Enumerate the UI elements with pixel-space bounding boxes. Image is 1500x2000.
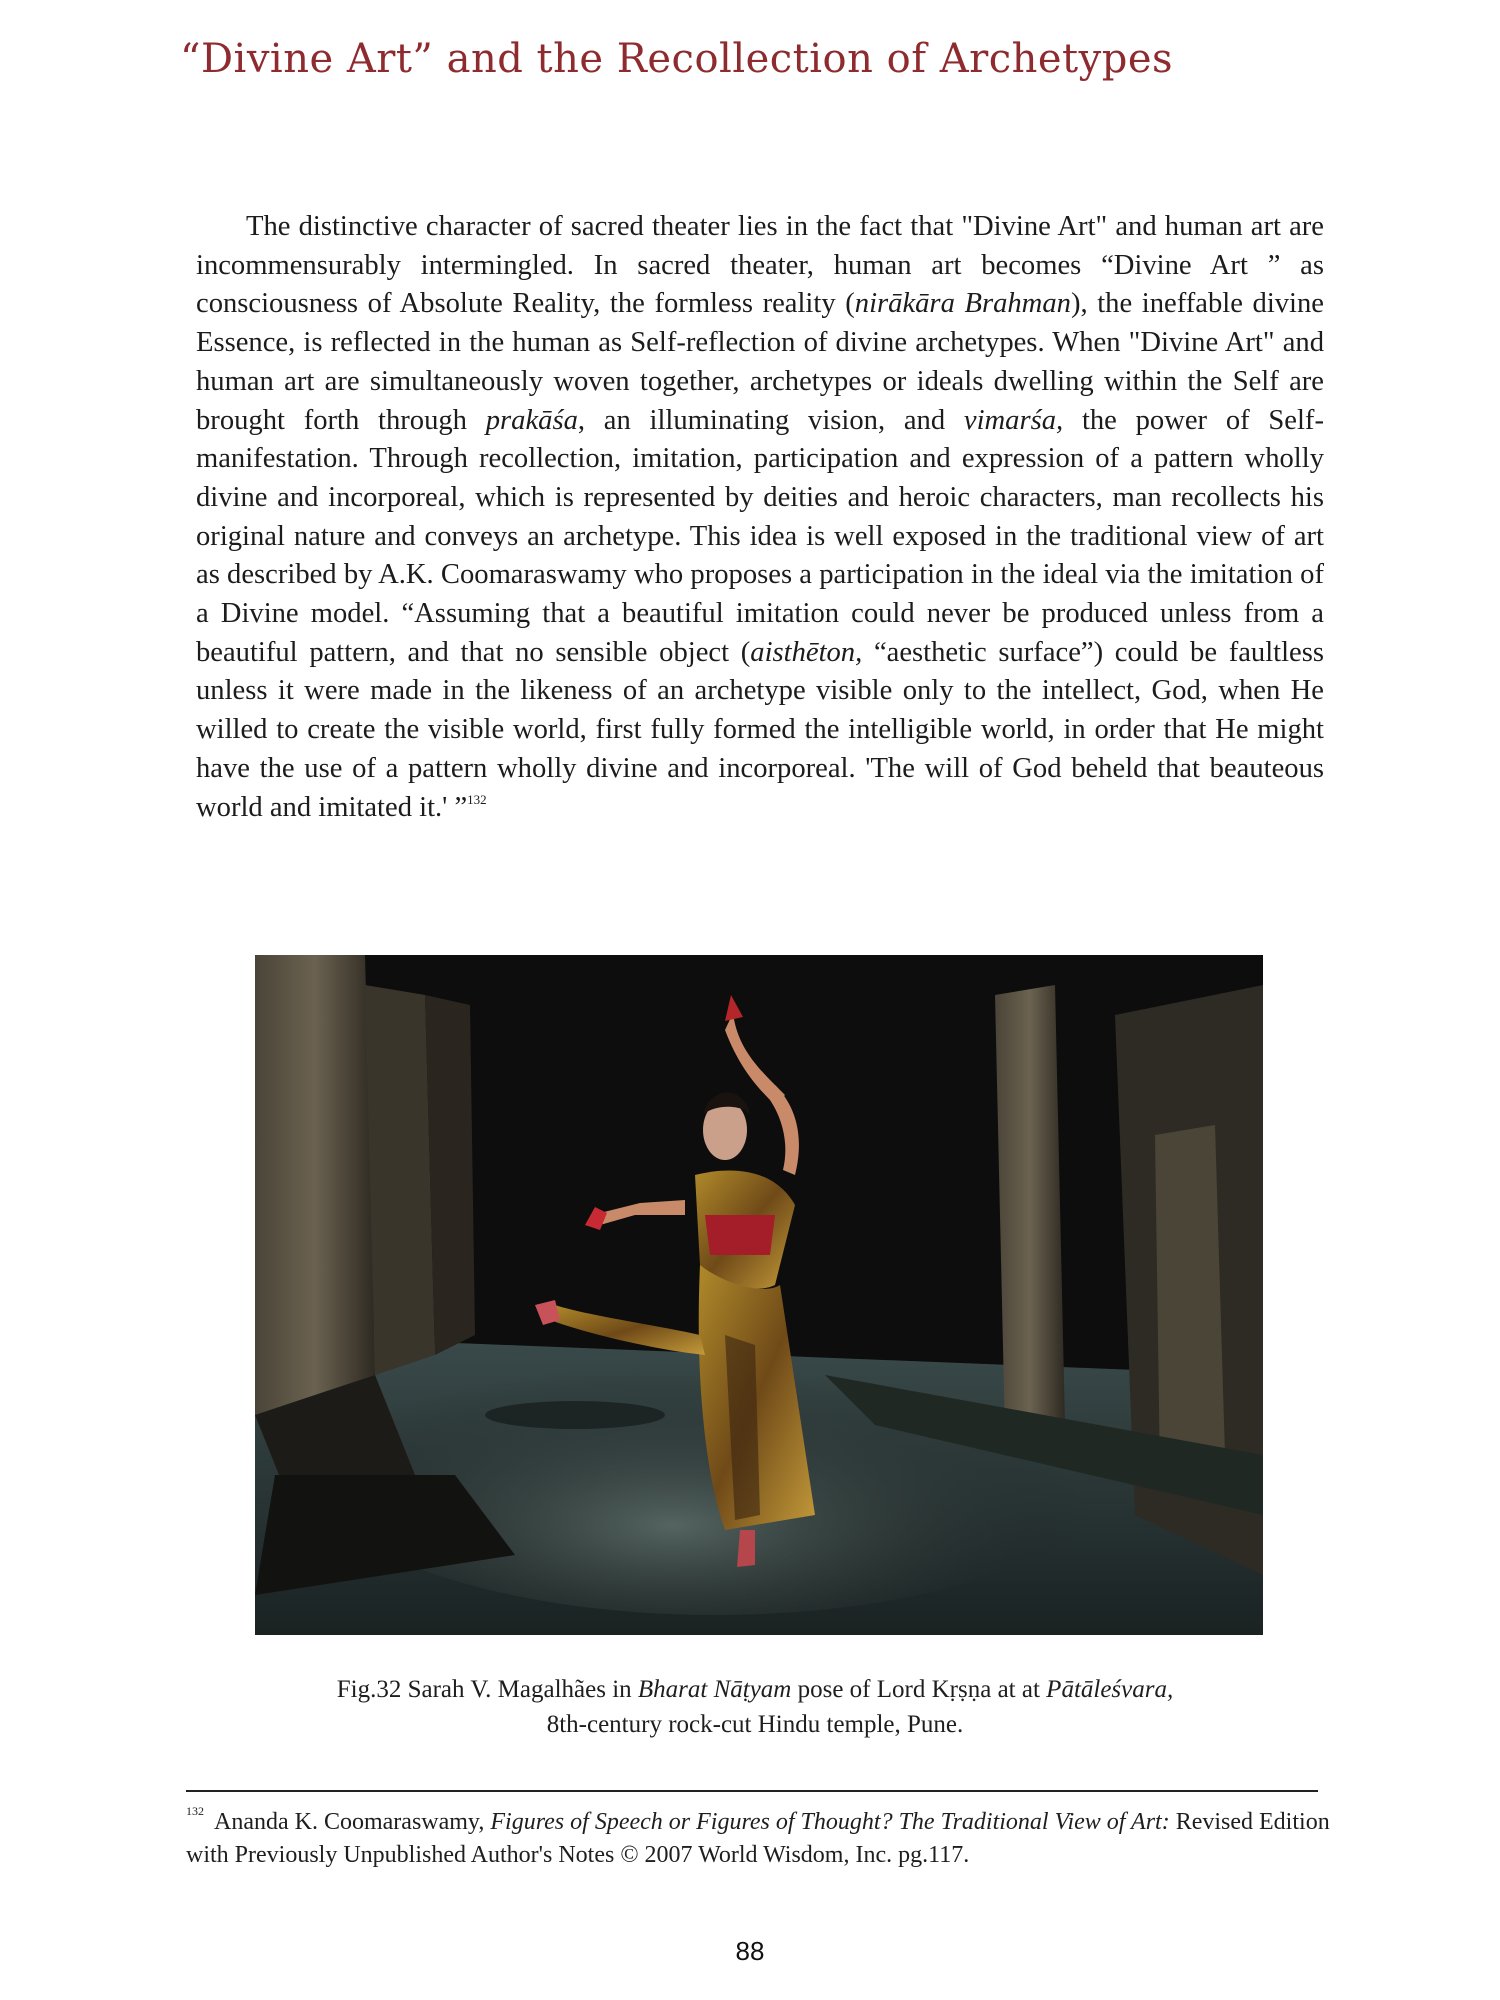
right-pillar xyxy=(995,985,1065,1435)
figure-caption xyxy=(180,1672,1330,1742)
term-aistheton: aisthēton, xyxy=(750,636,863,668)
term-prakasa: prakāśa xyxy=(485,404,578,436)
caption-line-2: 8th-century rock-cut Hindu temple, Pune. xyxy=(546,1711,964,1738)
running-title: “Divine Art” and the Recollection of Archetypes xyxy=(180,36,1174,82)
caption-place: Pātāleśvara, xyxy=(1046,1676,1174,1703)
caption-text: at at xyxy=(991,1676,1047,1703)
text-segment: “aesthetic surface”) could be faultless unless it were made in the likeness of an archetype visible only to the intellect, God, when He willed to create the visible world, first fully formed the intelligible world, in order that He might have the use of a pattern wholly divine and incorporeal. 'The will of God beheld that beauteous world and imitated it.' ” xyxy=(196,636,1324,823)
text-segment: the power of Self-manifestation. Through recollection, imitation, participation and expression of a pattern wholly divine and incorporeal, which is represented by deities and heroic characters, man recollects his original nature and conveys an archetype. This idea is well exposed in the traditional view of art as described by A.K. Coomaraswamy who proposes a participation in the ideal via the imitation of a Divine model. “Assuming that a beautiful imitation could never be produced unless from a beautiful pattern, and that no sensible object ( xyxy=(196,404,1324,668)
page-number: 88 xyxy=(735,1936,765,1966)
term-vimarsa: vimarśa, xyxy=(963,404,1064,436)
caption-dance-style: Bharat Nāṭyam xyxy=(637,1676,792,1703)
caption-text: Fig.32 Sarah V. Magalhães in xyxy=(336,1676,638,1703)
caption-line-1 xyxy=(180,1672,1330,1707)
footnote-details: Revised Edition with Previously Unpublished Author's Notes © 2007 World Wisdom, Inc. pg.117. xyxy=(186,1809,1330,1868)
caption-text: pose of Lord xyxy=(791,1676,932,1703)
body-paragraph xyxy=(196,208,1324,827)
footnote-divider xyxy=(186,1790,1318,1792)
term-nirakara-brahman: nirākāra Brahman xyxy=(854,288,1071,320)
footnote xyxy=(186,1806,1336,1872)
left-pillar xyxy=(255,955,375,1415)
footnote-title: Figures of Speech or Figures of Thought? The Traditional View of Art: xyxy=(490,1809,1170,1835)
caption-deity: Kṛṣṇa xyxy=(931,1676,992,1703)
text-segment: ), the ineffable divine Essence, is reflected in the human as Self-reflection of divine archetypes. When "Divine Art" and human art are simultaneously woven together, archetypes or ideals dwelling within the Self are brought forth through xyxy=(196,288,1324,436)
dancer-photograph xyxy=(255,955,1263,1635)
footnote-reference: 132 xyxy=(467,791,487,807)
photo-illustration xyxy=(255,955,1263,1635)
text-segment: , an illuminating vision, and xyxy=(577,404,964,436)
footnote-number: 132 xyxy=(186,1804,204,1818)
text-segment: The distinctive character of sacred theater lies in the fact that "Divine Art" and human art are incommensurably intermingled. In sacred theater, human art becomes “Divine Art ” as consciousness of Absolute Reality, the formless reality ( xyxy=(196,211,1324,320)
footnote-author: Ananda K. Coomaraswamy, xyxy=(214,1809,491,1835)
